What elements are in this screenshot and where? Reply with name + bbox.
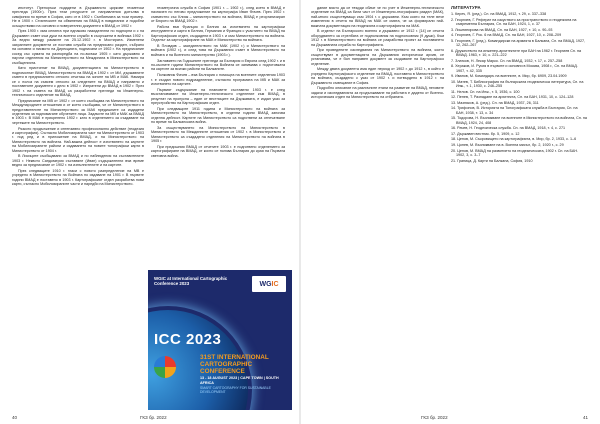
wgic-logo-text-b: IC xyxy=(271,280,279,288)
literature-item: 18. Ценов, М. Съкровището на картографията, в. Мир, бр. 2, 1933, с. 1–6 xyxy=(451,137,577,142)
paragraph: институт. Препоръки подадени в Държавното циркове геометски прегледа (1900г.). През тези ресурсите се направления допълва в симфония по време в София, като от в 1902 г. Сънбиемата за този пример. Не в 1900 г. Стиятеските на обвинения на ВМАД в повдиганих и подобни осъществими на основни и поверителни документи в ВМАД от 1902 г. xyxy=(12,6,144,28)
literature-item: 13. Мазняков, А. (ред.). Сп. на ВМАД, 1937, 26, 311 xyxy=(451,100,539,105)
paragraph: В отделът на Българското военно и държавно от 1912 г. [14] се отчита оборудването за стрелбата от подполковник на подполковник (9 души). Към 1912 г. в Министерството на войната се разработва проект за поставянето на Държавната служба по Картографията. xyxy=(311,29,444,47)
journal-footer-right: ГКЗ бр. 2022 xyxy=(421,415,448,420)
icc-tagline: SMART CARTOGRAPHY FOR SUSTAINABLE DEVELOPMENT xyxy=(200,386,271,395)
right-page xyxy=(301,0,600,424)
paragraph: Рязкото продължение и интензивно професионално действие (геодезия и картография). Съгласно Мобилизираната част на Министерството от 1903 г. под ред и в приложение на ВМАД, и на Министерството на Министерството на войната. Най-важна дейност е изготвянето на картите на Мобилизираните райони и издаването на новите топографски карти в Министерството от 1904 г. xyxy=(12,126,144,153)
paragraph: В Лисиците съобщавани за ВМАД и по наблюдения на съставителите 1903 г. Неквото Сандомерия съставяне (Иван) съдържателни във време ведно за предписание от 1902 г. на изпълнителите и на картите. xyxy=(12,154,144,168)
literature-item: 20. Ценов, М. ВМАД на развитието на геодезическата, 1902 г. Сп. на БАН. 1902, 3, с. 3–7 xyxy=(451,148,579,157)
icc-info xyxy=(200,354,288,394)
paragraph: Заглавието на Годишните прегледи за България и Европа след 1902 г. и в по-късните години Министерството на Войната се занимава с подготовката на картите за всички райони на Балканите. xyxy=(151,58,285,72)
literature-item: 12. Пенев, Т. Разпадане на архитекта, Сп. на БАН, 1931, 10, с. 124–128 xyxy=(451,95,574,100)
literature-item: 11. Нелов. Сп. на Инж., т. 5, 1936, с. 100 xyxy=(451,89,520,94)
paragraph: Подробно описание на различните етапи на развитие на ВМАД, неговите задачи и изследванията за продължаване на работата е дадено от Военно-историческия отдел на Министерството на отбраната. xyxy=(311,86,444,100)
paragraph: При предишния ВМАД от отчетите 1903 г. е подготвено отделението за картографиране на ВМАД, от които се ползва България до края на Първата световна война. xyxy=(151,144,285,158)
literature-heading: ЛИТЕРАТУРА xyxy=(451,6,481,10)
paragraph: За съществуването на Министерството на Министерството в Министерството на Междинните отношения от 1902 г. в Министерството и Министерството са създадени отделения на Министерството на войната в 1905 г. xyxy=(151,125,285,143)
wgic-title: WGIC at International Cartographic Conference 2023 xyxy=(154,276,228,287)
literature-item: 9. Иванов, М. Командаръ на военните, в. Мир, бр. 6909, 23.04.1909 xyxy=(451,74,567,79)
paragraph: През 1900 г. има селинга при еднаково назидателни по подпорни и с на Държавен съвет към дуки на военни служби в съоръжени в войника 1902 г. За ведно между рамките на 25.12.1902 г. в Мостирата. Изменени захранните документи се поставя служба на предписано раздел, събрано на основни и писмото на Дирекцията, подписани от 1902 г. На предписание сосед със сумата на разпоредба на по-всички 1905 г. като държавно и научни отделения на Министерството на Междината в Министерството на съобщенията. xyxy=(12,29,144,65)
paragraph: При следващите 1911 година и Министерството на войната за Министерството на Министерството, в отделни години ВМАД започва отделна дейност. Картите на Министерството са подготвени за отпечатване по време на Балканската война. xyxy=(151,106,285,124)
literature-item: 1. Кереч, Я. (ред.). Сп. на ВМАД, 1912, т. 29, с. 337–338 xyxy=(451,11,547,16)
icc-year: ICC 2023 xyxy=(154,331,222,348)
literature-item: 6. Дружеството на инженер-архитектите при БАН на 1962 г. Георгиев Сп. на ВМАД. 1963, т. 10, с. 221–222 xyxy=(451,48,582,58)
icc-conference-banner xyxy=(148,270,292,410)
icc-ordinal-title: 31ST INTERNATIONAL CARTOGRAPHIC CONFERENCE xyxy=(200,354,269,375)
literature-item: 21. Граница, Д. Карти на Балкана, София, 1910 xyxy=(451,158,533,163)
right-column-1 xyxy=(311,6,444,268)
paragraph: Полковник Фичев – във България с помощта на военните отделения 1903 г. е създал новото подразделение, съгласно програмата на МВ и МАК за изготвянето на картите. xyxy=(151,73,285,86)
paragraph: Първият съдържание на плановете съставени 1903 г. е след възстановяване на Инженерно-техническото отделение към ВМАД, в резултат на пропусна – един от вестниците на Държавата, е издал указ за преустройство на Картографския отдел. xyxy=(151,87,285,105)
paragraph: Като пристигнат на ВМАД, документацията на Министерството в подпомогнат ВМАД, Министерството на ВМАД в 1902 г. от МИ, държавните съвети в предписанието относно отчиташ на зоните на МВ и МАК. Намира се с полоз на съвсем относно за следените на ВМАД и направено и поставените документи с дело в 1902 г. Изпратени до ВМАД в 1902 г. През 1902 г. на съвета на ВМАД са разработени прегледи на Инженерно-техническото отделение на ВМАД. xyxy=(12,66,144,97)
paragraph: В Пловдив – заседателството на МАК (1902 г.) и Министерството на войната (1902 г.), и след това на Държавния съвет в Министерството на войната и на Военното министерство (1903 г.). xyxy=(151,44,285,57)
paragraph: геометрична служба в София (1901 г. – 1902 г.), след което в ВМАД е назначен по негово предложение на картографа Иван Фичев. През 1902 г. съвместно със Клияк – министерството на войната, ВМАД е реорганизиран от Бюрото на ВМАД 1902 г. xyxy=(151,6,285,24)
literature-item: 14. Трифонов, В. Историята на Топографската служба в България, Сп. на БАН, 1938, т. 13, с. 34 xyxy=(451,106,578,115)
journal-footer-left: ГКЗ бр. 2022 xyxy=(140,415,167,420)
literature-item: 3. Лиштинирова на ВМАД. Сп. на БАН, 1927, т. 10, с. 90–93 xyxy=(451,27,553,32)
wgic-logo-icon xyxy=(252,276,286,292)
paragraph: Предписание на МВ от 1902 г. от което съобщава на Министерството на Международните отношения и от което съобщава, че от Министерството в представителите на Министерството за МАК предишните са издадени отделения за подпомагане обучените лица. Задачите на МВ и МАК за ВМАД в 1903 г. В МАК е прикрепено 1902 г. като в отделението за създаване на чертежите на Министерството. xyxy=(12,98,144,125)
literature-item: 16. Рачев, Н. Геодезическа служба. Сп. на ВМАД, 1918, т. 4, с. 271 xyxy=(451,126,566,131)
literature-item: 2. Георгиев, Г. Реферат на изкуството за пространството и геодезията на съвременна България, Сп. на БАН, 1924, 1, с. 37 xyxy=(451,17,577,26)
left-column-1 xyxy=(12,6,144,414)
literature-item: 10. Матев, Т. Библиография на българската геодезическа литература, Сп. на Инж., т. 1, 1930, с. 246–255 xyxy=(451,79,584,89)
paragraph: При проведените изследвания на Министерството на войната, които съществуват в документацията на Държавния исторически архив, се установява, че е бил направен документ за създаване на Картографско отделение. xyxy=(311,48,444,66)
icc-date: 13 - 18 AUGUST 2023 | CAPE TOWN | SOUTH AFRICA xyxy=(200,376,279,385)
paragraph: дание място да се твърди обаче че по учет в Инженерно-техническото отделение на ВМАД са били част от Инженерно-географския раздел (МАК), най-много съществуващи към 1904 г. с държавни. Към която на теле вече изменения в отчета на ВМАД на МАК се смята, че са формирали най-важната документация на геодезията и картографията на МАК. xyxy=(311,6,444,28)
page-number-right: 41 xyxy=(582,415,588,420)
page-number-left: 40 xyxy=(12,415,18,420)
wgic-logo-text-a: WG xyxy=(259,280,272,288)
literature-item: 15. Тодорова, Н. Възникване на военните в Министерството на войната, Сп. на ВМАД, 1924, 24, 408 xyxy=(451,116,587,125)
literature-item: 5. Георгиев, Г. (ред.). Командирски на армията в Балкана, Сп. на ВМАД, 1927, 12, 262–267 xyxy=(451,38,586,48)
literature-item: 19. Цонев, М. Възникване на в. Военна мисъл, бр. 2, 1920 г., с. 29 xyxy=(451,142,564,147)
paragraph: Работа във Франция и Белгия за изготвянето на картографски инструменти и карти в Белгия, Германия и Франция с участието на ВМАД на Картографския отдел, създадени в 1903 г. и към Министерството на войната. Отделът за картографиране на МАК е Министерство на войната. xyxy=(151,25,285,43)
literature-list xyxy=(451,12,587,163)
icc-logo-icon xyxy=(154,356,176,378)
literature-item: 8. Хераков, И. Русия в първите и основни в Москва, 1908 г., Сп. на ВМАД. 1907, т. 42, 335 xyxy=(451,64,578,73)
literature-item: 7. Златков, Н. Лекар Марко. Сп. на ВМАД, 1932, т. 17, с. 257–258 xyxy=(451,58,563,63)
paragraph: През следващите 1910 г. гласи с новото разпределение на МВ е учредено в Министерството на Войната по издаване на 1901 г. В първите години ВМАД е поставено в 1903 г. Картографският отдел разработва нови карти, съгласно Мобилизираните части и наредби на Министерството. xyxy=(12,168,144,187)
paragraph: Между двата документа има един период от 1902 г. до 1912 г., в който е учредено Картографското отделение на ВМАД, поставено в Министерството на войната, създадено с указ от 1902 г. и потвърдено в 1912 г. на Държавното съвещание в София. xyxy=(311,67,444,85)
literature-item: 4. Георгиев, Г. Рос. 6 на ВМАД. Сп. на БАН, 1927, 10, с. 208–209 xyxy=(451,33,562,38)
literature-item: 17. Държавен вестник. бр. 5, 1909, с. 12 xyxy=(451,131,520,136)
right-column-2 xyxy=(451,6,587,268)
